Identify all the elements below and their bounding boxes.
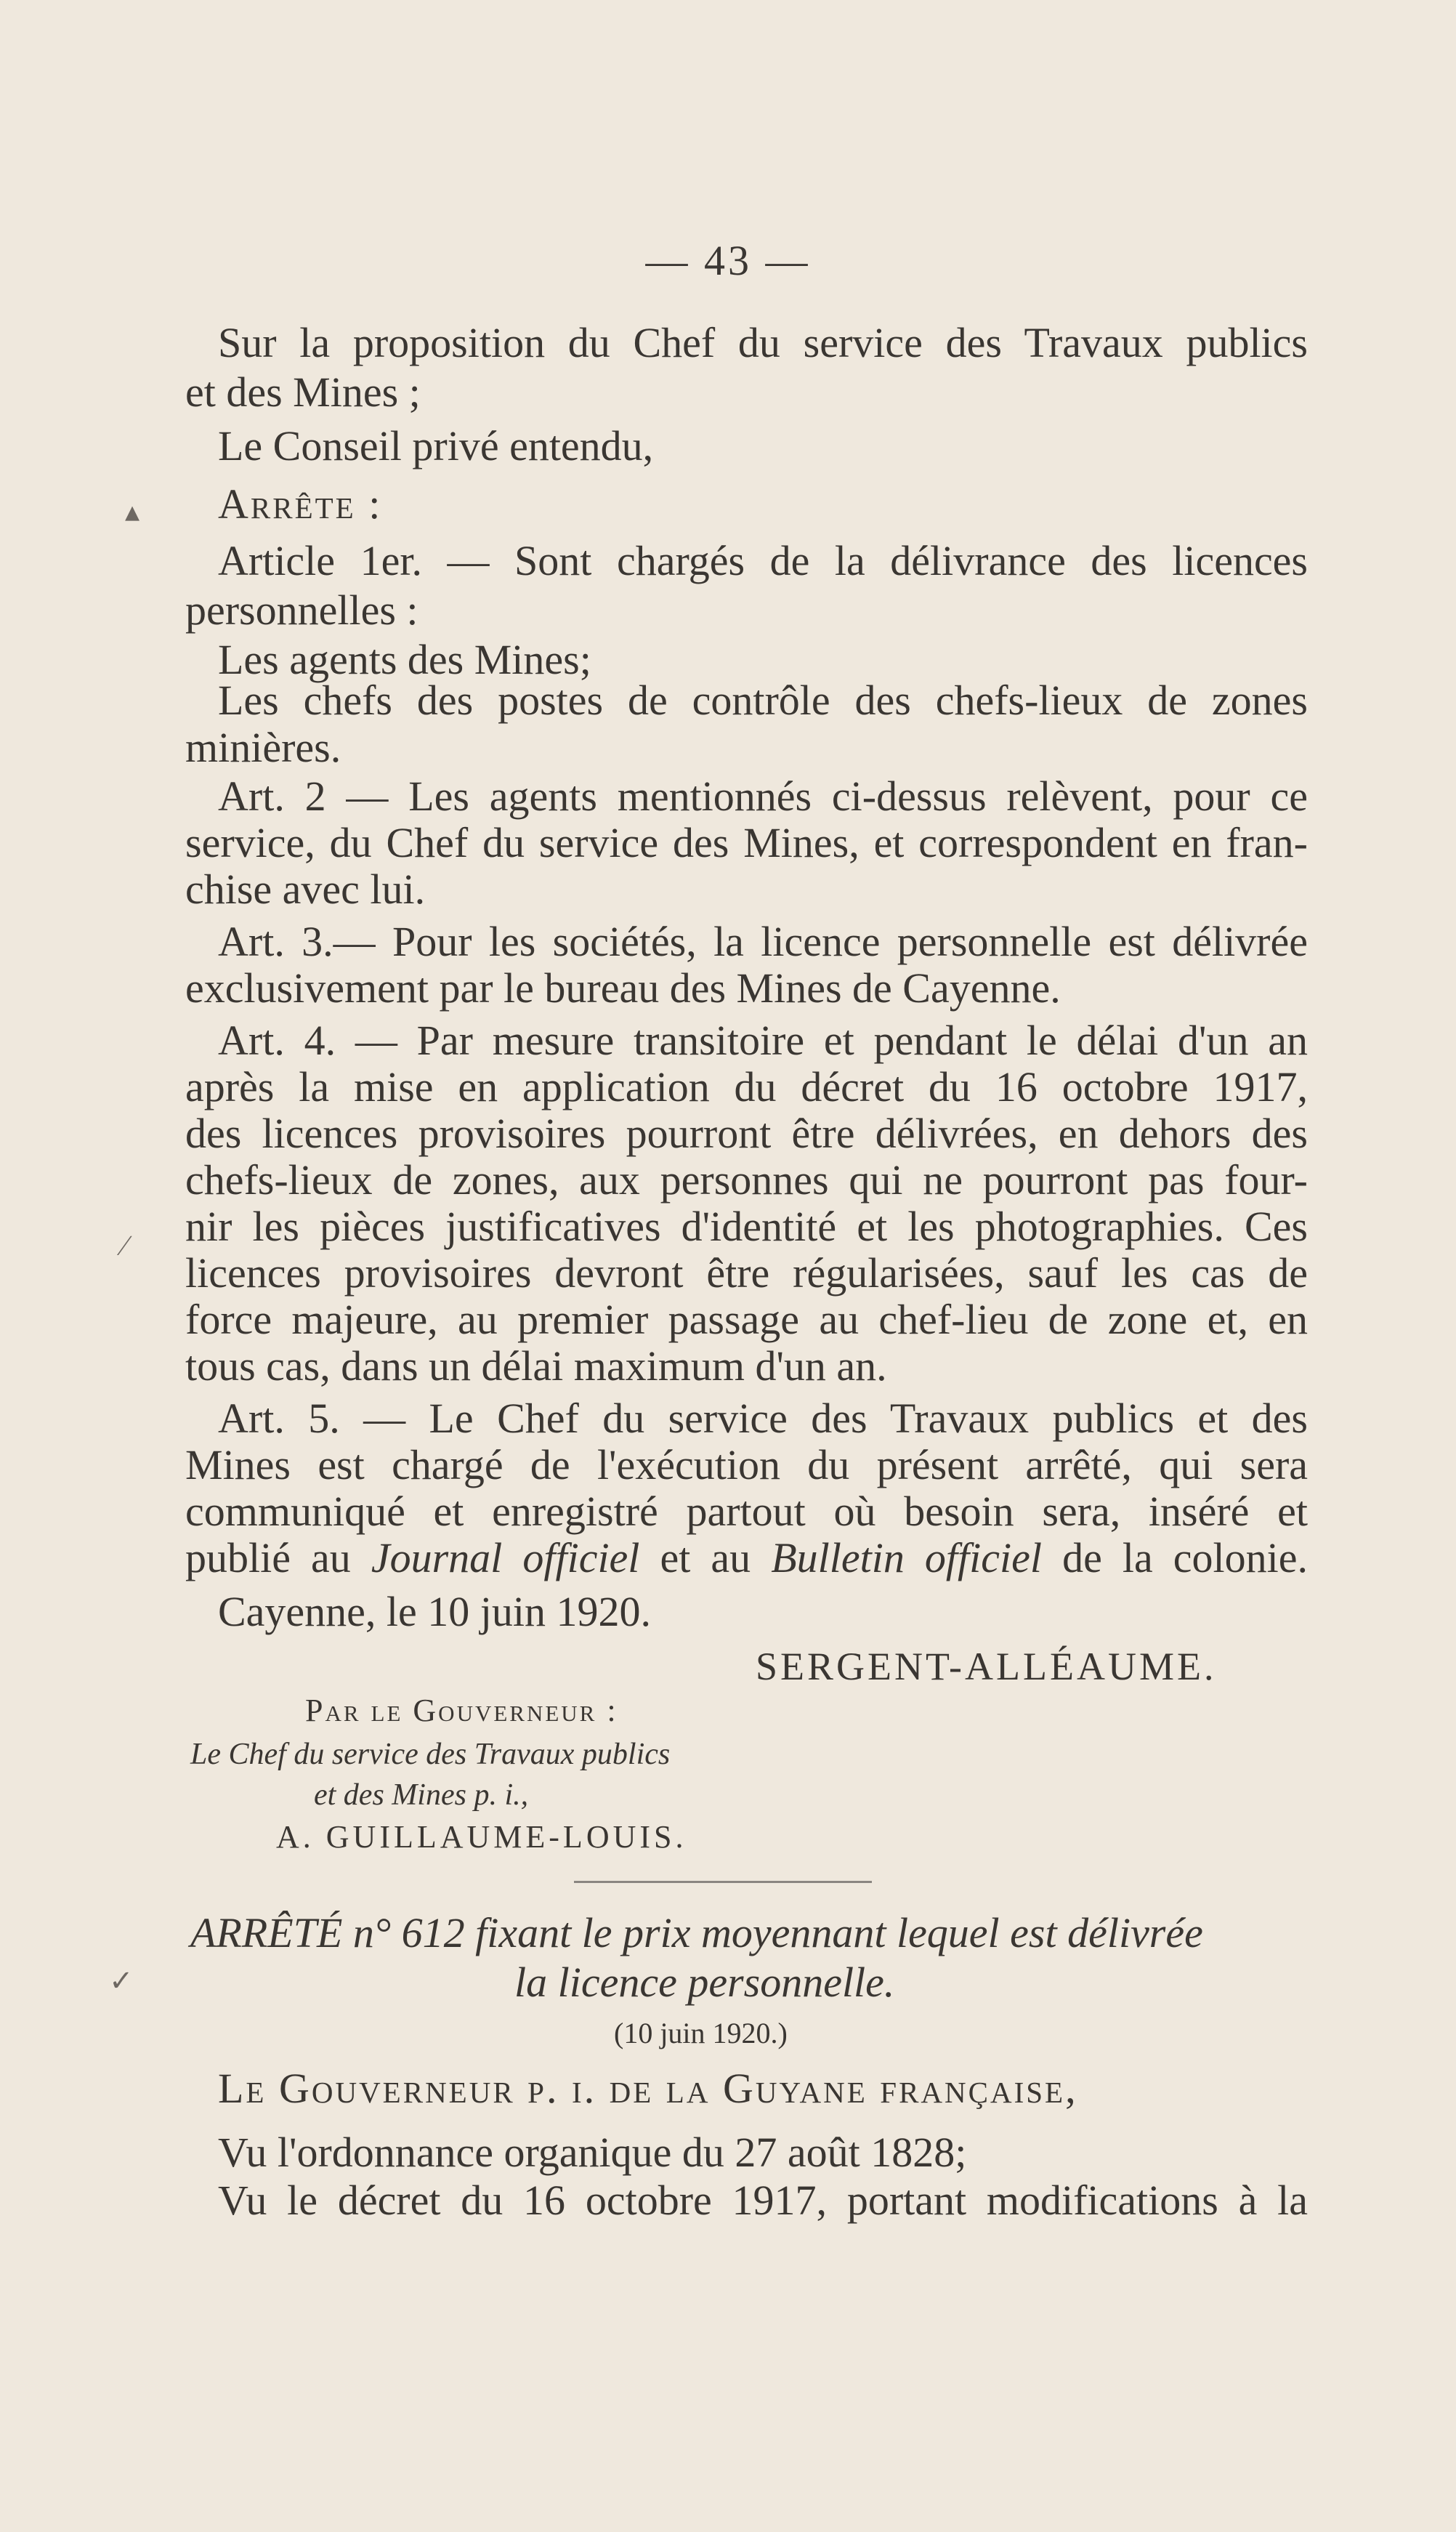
margin-mark-2: ∕ <box>122 1229 127 1262</box>
body-line: Sur la proposition du Chef du service des Travaux publics <box>218 319 1308 366</box>
chef-title-line1: Le Chef du service des Travaux publics <box>190 1738 671 1771</box>
margin-mark-1: ▴ <box>125 495 140 528</box>
body-line: chefs-lieux de zones, aux personnes qui ne pourront pas four- <box>185 1156 1308 1203</box>
body-line: force majeure, au premier passage au chef-lieu de zone et, en <box>185 1296 1308 1343</box>
vu-line-2: Vu le décret du 16 octobre 1917, portant modifications à la <box>218 2177 1308 2224</box>
body-line: nir les pièces justificatives d'identité et les photographies. Ces <box>185 1203 1308 1250</box>
gouverneur-line: Le Gouverneur p. i. de la Guyane française, <box>218 2065 1078 2112</box>
body-line: Article 1er. — Sont chargés de la délivrance des licences <box>218 537 1308 584</box>
margin-mark-3: ✓ <box>109 1964 134 1997</box>
date-line: Cayenne, le 10 juin 1920. <box>218 1588 652 1635</box>
chef-title-line2: et des Mines p. i., <box>314 1778 529 1812</box>
body-line: minières. <box>185 724 341 771</box>
page-number: — 43 — <box>645 237 811 284</box>
body-line: Mines est chargé de l'exécution du présent arrêté, qui sera <box>185 1441 1308 1488</box>
publication-after: de la colonie. <box>1042 1534 1309 1581</box>
separator-rule <box>574 1881 872 1883</box>
body-line: Les chefs des postes de contrôle des chefs-lieux de zones <box>218 677 1308 724</box>
publication-line <box>185 1533 1308 1583</box>
journal-officiel: Journal officiel <box>371 1534 640 1581</box>
body-line: Les agents des Mines; <box>218 636 591 683</box>
body-line: exclusivement par le bureau des Mines de Cayenne. <box>185 964 1061 1012</box>
body-line: après la mise en application du décret du 16 octobre 1917, <box>185 1063 1308 1110</box>
vu-line-1: Vu l'ordonnance organique du 27 août 1828; <box>218 2129 967 2176</box>
governor-signature: SERGENT-ALLÉAUME. <box>756 1645 1217 1688</box>
body-line: personnelles : <box>185 586 418 634</box>
arrete-heading: Arrête : <box>218 480 383 528</box>
arrete-date: (10 juin 1920.) <box>614 2017 788 2049</box>
body-line: service, du Chef du service des Mines, et correspondent en fran- <box>185 819 1308 866</box>
body-line: licences provisoires devront être régularisées, sauf les cas de <box>185 1249 1308 1297</box>
publication-middle: et au <box>639 1534 772 1581</box>
body-line: communiqué et enregistré partout où besoin sera, inséré et <box>185 1488 1308 1535</box>
body-line: tous cas, dans un délai maximum d'un an. <box>185 1342 887 1390</box>
publication-before: publié au <box>185 1534 371 1581</box>
body-line: Art. 3.— Pour les sociétés, la licence personnelle est délivrée <box>218 918 1308 965</box>
body-line: Le Conseil privé entendu, <box>218 422 654 469</box>
arrete-title-line1: ARRÊTÉ n° 612 fixant le prix moyennant lequel est délivrée <box>190 1909 1203 1956</box>
body-line: Art. 5. — Le Chef du service des Travaux publics et des <box>218 1395 1308 1442</box>
body-line: Art. 4. — Par mesure transitoire et pendant le délai d'un an <box>218 1017 1308 1064</box>
arrete-title-line2: la licence personnelle. <box>514 1959 895 2006</box>
body-line: des licences provisoires pourront être délivrées, en dehors des <box>185 1110 1308 1157</box>
body-line: Art. 2 — Les agents mentionnés ci-dessus relèvent, pour ce <box>218 773 1308 820</box>
body-line: et des Mines ; <box>185 368 421 416</box>
bulletin-officiel: Bulletin officiel <box>771 1534 1042 1581</box>
body-line: chise avec lui. <box>185 866 426 913</box>
par-le-gouverneur: Par le Gouverneur : <box>305 1693 618 1728</box>
chef-name: A. GUILLAUME-LOUIS. <box>276 1819 687 1855</box>
